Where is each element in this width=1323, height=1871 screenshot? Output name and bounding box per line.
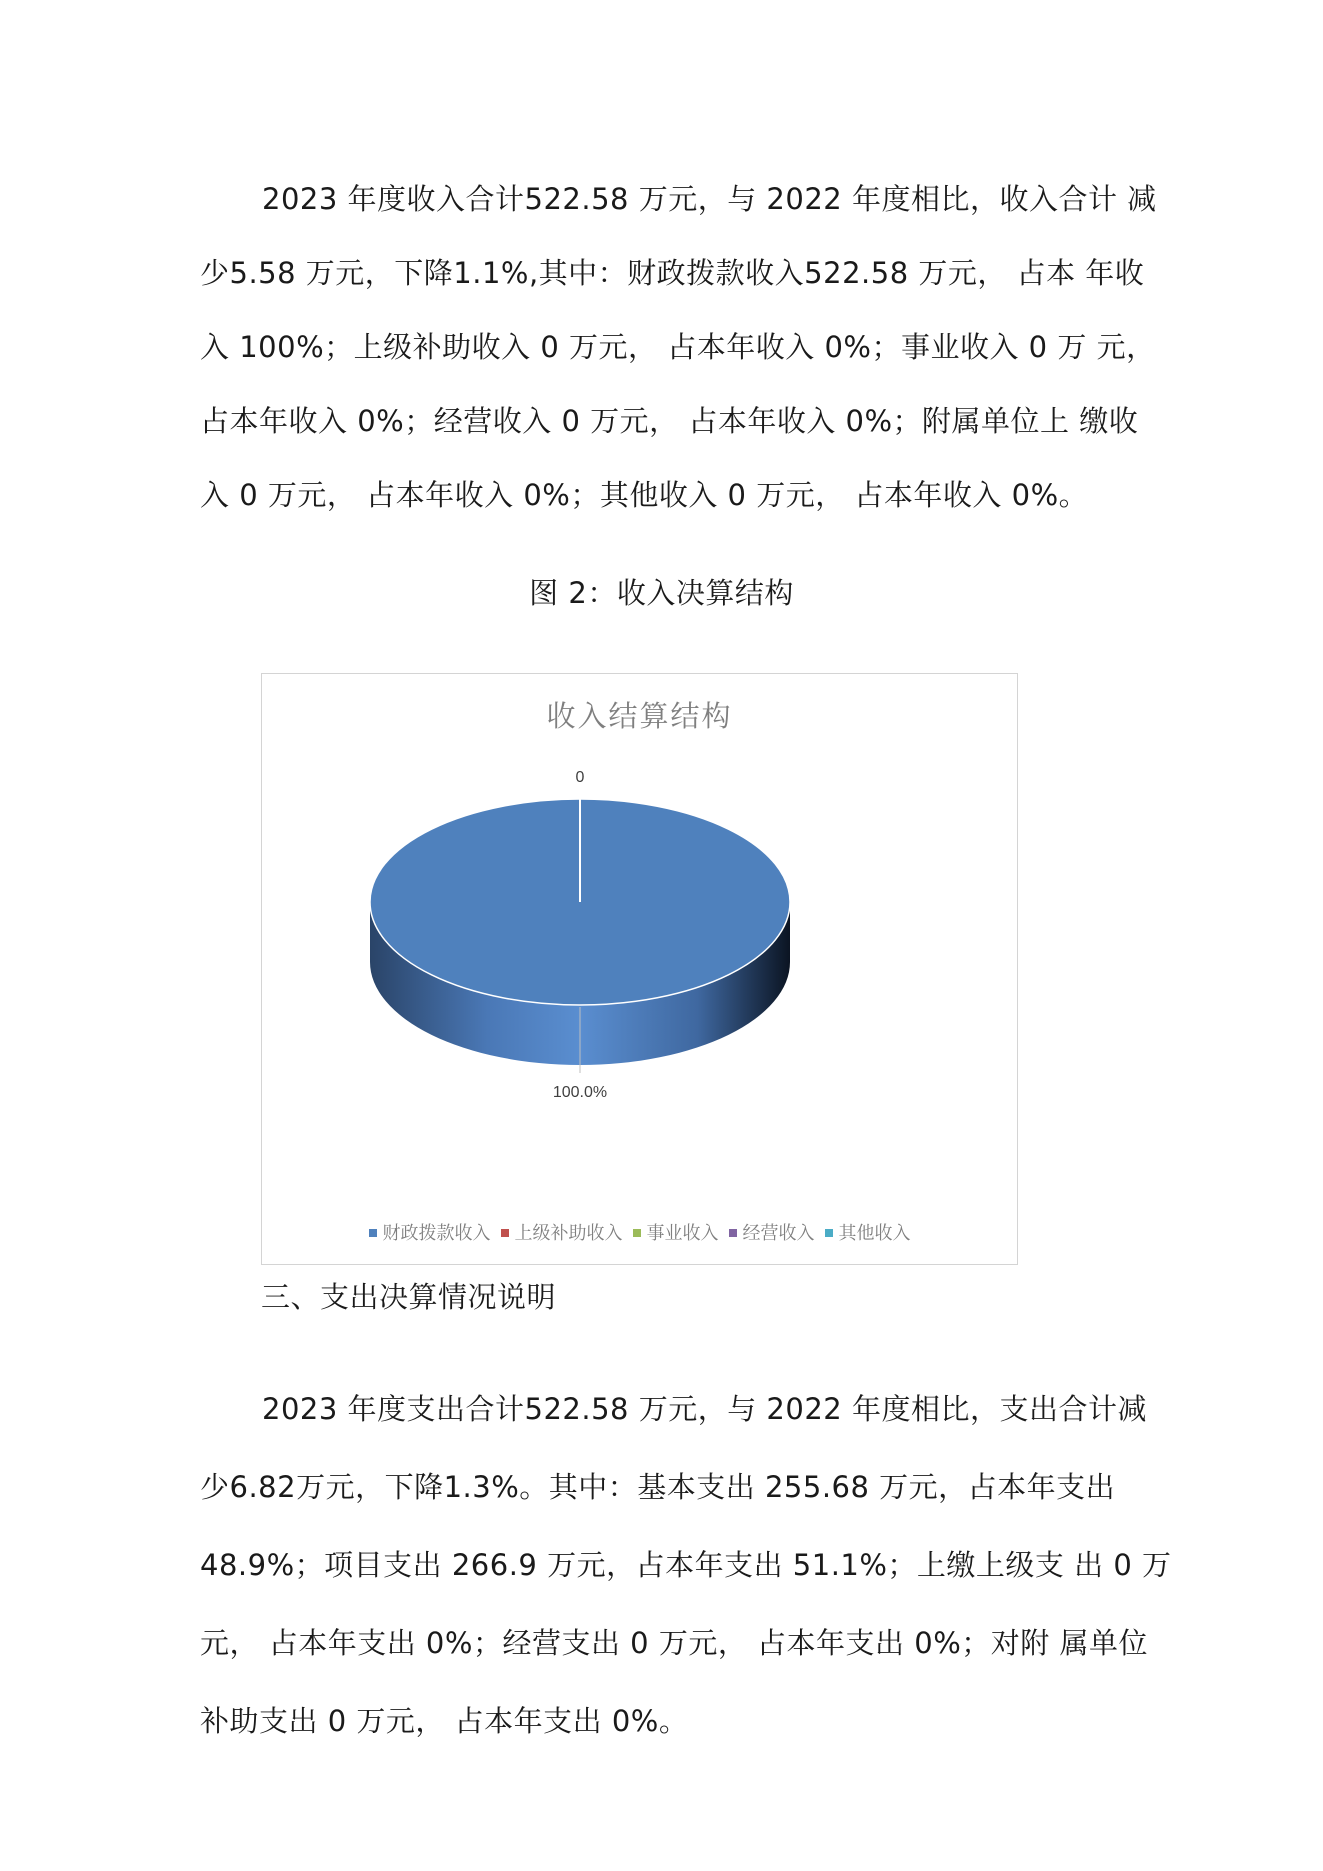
legend-swatch xyxy=(729,1229,737,1237)
expense-line: 少6.82万元，下降1.3%。其中：基本支出 255.68 万元，占本年支出 xyxy=(200,1470,1116,1504)
legend-label: 其他收入 xyxy=(838,1223,911,1244)
legend-item xyxy=(501,1219,623,1245)
income-line: 入 100%；上级补助收入 0 万元， 占本年收入 0%；事业收入 0 万 元， xyxy=(200,330,1156,364)
legend-label: 事业收入 xyxy=(646,1223,719,1244)
legend-item xyxy=(825,1219,911,1245)
section-heading: 三、支出决算情况说明 xyxy=(261,1280,557,1314)
legend-swatch xyxy=(825,1229,833,1237)
expense-line: 补助支出 0 万元， 占本年支出 0%。 xyxy=(200,1704,689,1738)
legend-item xyxy=(369,1219,491,1245)
chart-title: 收入结算结构 xyxy=(546,699,733,733)
pie-chart xyxy=(261,673,1018,1265)
legend-label: 财政拨款收入 xyxy=(382,1223,491,1244)
expense-line: 48.9%；项目支出 266.9 万元，占本年支出 51.1%；上缴上级支 出 0 万 xyxy=(200,1548,1172,1582)
expense-paragraph xyxy=(200,1370,1172,1760)
figure-caption: 图 2：收入决算结构 xyxy=(529,576,794,610)
legend-swatch xyxy=(369,1229,377,1237)
income-line: 少5.58 万元，下降1.1%,其中：财政拨款收入522.58 万元， 占本 年收 xyxy=(200,256,1145,290)
expense-line: 元， 占本年支出 0%；经营支出 0 万元， 占本年支出 0%；对附 属单位 xyxy=(200,1626,1148,1660)
data-label: 100.0% xyxy=(552,1084,608,1101)
income-line: 2023 年度收入合计522.58 万元，与 2022 年度相比，收入合计 减 xyxy=(262,182,1157,216)
legend-item xyxy=(729,1219,815,1245)
legend-label: 经营收入 xyxy=(742,1223,815,1244)
pie-chart-plot xyxy=(262,674,1019,1266)
legend-swatch xyxy=(501,1229,509,1237)
legend-item xyxy=(633,1219,719,1245)
data-label: 0 xyxy=(575,769,585,786)
legend-swatch xyxy=(633,1229,641,1237)
chart-legend xyxy=(262,1219,1017,1245)
expense-line: 2023 年度支出合计522.58 万元，与 2022 年度相比，支出合计减 xyxy=(262,1392,1147,1426)
income-paragraph xyxy=(200,162,1157,532)
legend-label: 上级补助收入 xyxy=(514,1223,623,1244)
income-line: 占本年收入 0%；经营收入 0 万元， 占本年收入 0%；附属单位上 缴收 xyxy=(200,404,1139,438)
income-line: 入 0 万元， 占本年收入 0%；其他收入 0 万元， 占本年收入 0%。 xyxy=(200,478,1089,512)
